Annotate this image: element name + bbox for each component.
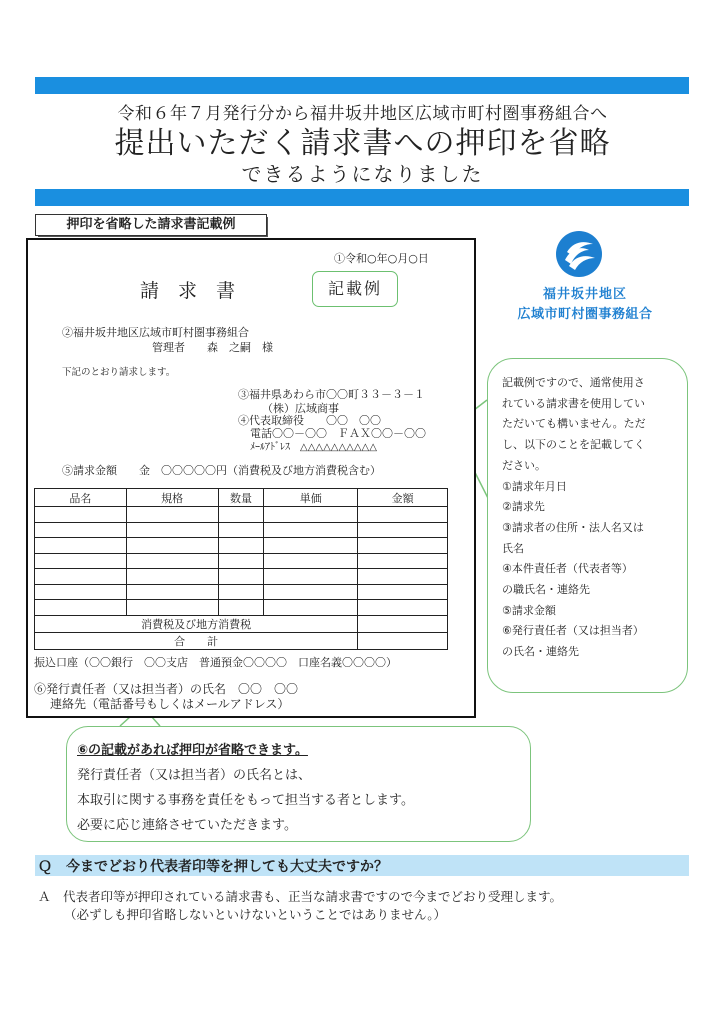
note-line: 記載例ですので、通常使用さ: [502, 376, 645, 389]
note-line: し、以下のことを記載してく: [502, 438, 645, 452]
question-text: Ｑ 今までどおり代表者印等を押しても大丈夫ですか？: [38, 859, 388, 875]
table-total-row: 合 計: [35, 632, 448, 649]
invoice-company: （株）広域商事: [262, 402, 339, 415]
table-row: [35, 600, 448, 616]
invoice-bank: 振込口座（〇〇銀行 〇〇支店 普通預金〇〇〇〇 口座名義〇〇〇〇）: [34, 656, 397, 669]
note-line: ③請求者の住所・法人名又は: [502, 520, 644, 534]
invoice-address: ③福井県あわら市〇〇町３３－３－１: [238, 388, 425, 401]
note-heading: ⑥の記載があれば押印が省略できます。: [77, 743, 308, 758]
invoice-representative: ④代表取締役 〇〇 〇〇: [238, 414, 381, 427]
note-line: ①請求年月日: [502, 479, 567, 493]
note-line: 本取引に関する事務を責任をもって担当する者とします。: [77, 793, 414, 808]
invoice-amount: ⑤請求金額 金 〇〇〇〇〇円（消費税及び地方消費税含む）: [62, 464, 381, 477]
invoice-issuer: ⑥発行責任者（又は担当者）の氏名 〇〇 〇〇: [34, 682, 299, 696]
answer-text: [38, 888, 562, 924]
note-line: ⑤請求金額: [502, 603, 556, 617]
table-row: [35, 538, 448, 554]
header-line-3: できるようになりました: [241, 162, 484, 186]
invoice-recipient-manager: 管理者 森 之嗣 様: [152, 341, 273, 354]
table-row: [35, 584, 448, 600]
table-header-cell: 金額: [358, 489, 448, 507]
note-line: 氏名: [502, 541, 524, 555]
note-line: ④本件責任者（代表者等）: [502, 562, 633, 576]
logo-text-line-2: 広域市町村圏事務組合: [517, 307, 653, 322]
table-row: [35, 569, 448, 585]
table-row: [35, 553, 448, 569]
note-callout-right: [487, 358, 688, 693]
section-label: 押印を省略した請求書記載例: [35, 214, 267, 236]
example-label-box: 記載例: [312, 271, 398, 307]
table-row: [35, 507, 448, 523]
invoice-mail: ﾒｰﾙｱﾄﾞﾚｽ △△△△△△△△△△: [250, 442, 377, 453]
note-line: 発行責任者（又は担当者）の氏名とは、: [77, 768, 312, 783]
note-line: の職氏名・連絡先: [502, 583, 590, 597]
note-line: ださい。: [502, 458, 546, 472]
note-callout-bottom: [66, 726, 531, 842]
note-line: ⑥発行責任者（又は担当者）: [502, 624, 644, 638]
table-header-cell: 規格: [126, 489, 218, 507]
note-line: 必要に応じ連絡させていただきます。: [77, 818, 297, 833]
invoice-contact: 連絡先（電話番号もしくはメールアドレス）: [50, 697, 290, 711]
answer-line-1: Ａ 代表者印等が押印されている請求書も、正当な請求書ですので今までどおり受理します。: [38, 889, 563, 904]
header-line-1: 令和６年７月発行分から福井坂井地区広域市町村圏事務組合へ: [117, 104, 608, 124]
logo-text-line-1: 福井坂井地区: [542, 287, 627, 302]
note-line: の氏名・連絡先: [502, 645, 579, 659]
table-header-cell: 単価: [264, 489, 358, 507]
invoice-intro: 下記のとおり請求します。: [62, 367, 176, 378]
table-header-cell: 数量: [218, 489, 264, 507]
table-header-cell: 品名: [35, 489, 127, 507]
table-row: [35, 522, 448, 538]
note-line: ただいても構いません。ただ: [502, 417, 646, 431]
invoice-date: ①令和○年○月○日: [334, 252, 429, 265]
invoice-items-table: [34, 488, 448, 650]
invoice-title: 請 求 書: [140, 280, 236, 302]
invoice-recipient: ②福井坂井地区広域市町村圏事務組合: [62, 326, 249, 339]
answer-line-2: （必ずしも押印省略しないといけないということではありません。）: [64, 907, 447, 922]
page-title: 提出いただく請求書への押印を省略: [114, 126, 611, 161]
invoice-phone: 電話〇〇－〇〇 ＦＡＸ〇〇－〇〇: [250, 427, 426, 440]
table-tax-row: 消費税及び地方消費税: [35, 615, 448, 632]
note-line: れている請求書を使用してい: [502, 396, 645, 410]
note-line: ②請求先: [502, 500, 545, 514]
